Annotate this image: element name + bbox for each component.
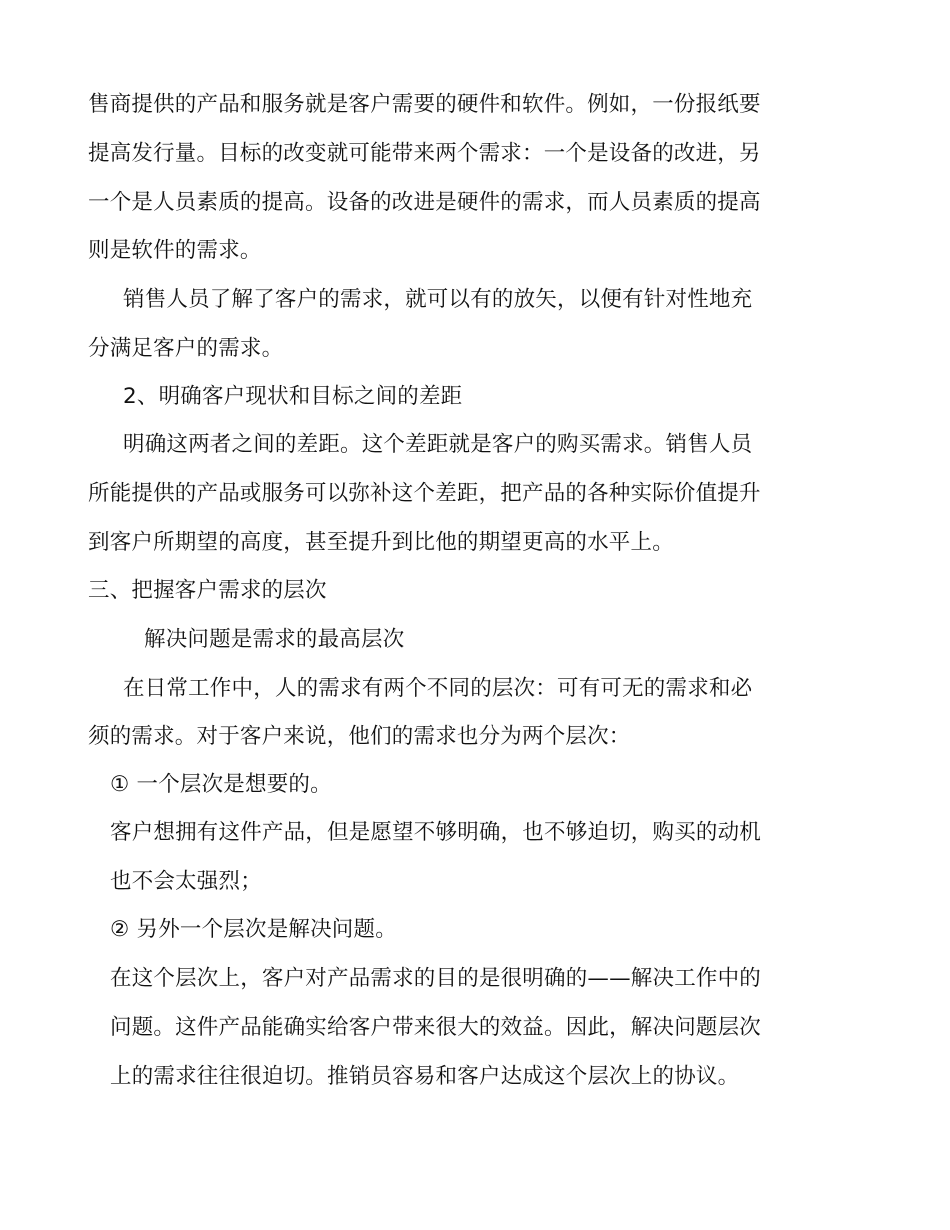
text-line: 所能提供的产品或服务可以弥补这个差距，把产品的各种实际价值提升 [88,481,761,506]
text-line: 上的需求往往很迫切。推销员容易和客户达成这个层次上的协议。 [110,1064,740,1089]
subsection-heading: 解决问题是需求的最高层次 [144,627,405,652]
subheading: 2、明确客户现状和目标之间的差距 [123,384,463,409]
paragraph-start-line: 明确这两者之间的差距。这个差距就是客户的购买需求。销售人员 [123,432,753,457]
text-line: 提高发行量。目标的改变就可能带来两个需求：一个是设备的改进，另 [88,141,761,166]
paragraph-start-line: 在日常工作中，人的需求有两个不同的层次：可有可无的需求和必 [123,676,753,701]
text-line: 也不会太强烈； [110,869,262,894]
text-line: 客户想拥有这件产品，但是愿望不够明确，也不够迫切，购买的动机 [110,820,762,845]
list-item-2: ② 另外一个层次是解决问题。 [110,917,397,942]
text-line: 则是软件的需求。 [88,238,262,263]
text-line: 售商提供的产品和服务就是客户需要的硬件和软件。例如，一份报纸要 [88,92,761,117]
text-line: 一个是人员素质的提高。设备的改进是硬件的需求，而人员素质的提高 [88,190,761,215]
section-heading: 三、把握客户需求的层次 [88,578,327,603]
paragraph-start-line: 销售人员了解了客户的需求，就可以有的放矢，以便有针对性地充 [123,287,753,312]
text-line: 到客户所期望的高度，甚至提升到比他的期望更高的水平上。 [88,530,674,555]
text-line: 分满足客户的需求。 [88,336,284,361]
text-line: 须的需求。对于客户来说，他们的需求也分为两个层次： [88,724,631,749]
text-line: 在这个层次上，客户对产品需求的目的是很明确的——解决工作中的 [110,966,762,991]
list-item-1: ① 一个层次是想要的。 [110,772,332,797]
text-line: 问题。这件产品能确实给客户带来很大的效益。因此，解决问题层次 [110,1015,762,1040]
